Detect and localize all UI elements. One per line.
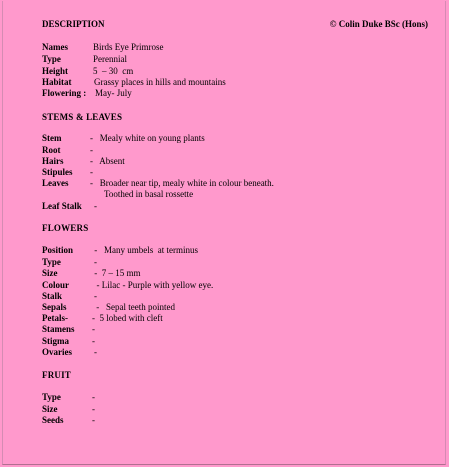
section-title-stems-leaves: STEMS & LEAVES: [42, 112, 123, 122]
field-label: Type: [42, 54, 61, 64]
field-label: Size: [42, 268, 58, 278]
field-label: Leaves: [42, 178, 69, 188]
field-label: Petals-: [42, 313, 68, 323]
field-label: Hairs: [42, 156, 64, 166]
field-value: -: [90, 167, 93, 177]
field-label: Type: [42, 392, 61, 402]
leaves-continuation: Toothed in basal rossette: [104, 189, 194, 199]
field-label: Flowering :: [42, 88, 87, 98]
field-value: -: [94, 347, 97, 357]
field-label: Seeds: [42, 415, 64, 425]
field-value: - 5 lobed with cleft: [92, 313, 163, 323]
field-label: Size: [42, 404, 58, 414]
field-value: -: [92, 404, 95, 414]
field-value: - Lilac - Purple with yellow eye.: [92, 280, 214, 290]
field-label: Habitat: [42, 77, 72, 87]
field-label: Names: [42, 42, 68, 52]
section-title-fruit: FRUIT: [42, 370, 72, 380]
field-value: -: [92, 324, 95, 334]
field-label: Type: [42, 257, 61, 267]
field-value: -: [94, 201, 97, 211]
section-title-flowers: FLOWERS: [42, 223, 89, 233]
field-value: -: [92, 392, 95, 402]
field-value: - Many umbels at terminus: [92, 245, 198, 255]
page-frame: [2, 1, 446, 465]
field-label: Root: [42, 145, 61, 155]
field-value: -: [92, 336, 95, 346]
copyright-notice: © Colin Duke BSc (Hons): [329, 19, 428, 29]
field-label: Stamens: [42, 324, 75, 334]
field-value: Perennial: [93, 54, 127, 64]
field-label: Colour: [42, 280, 69, 290]
field-label: Stipules: [42, 167, 73, 177]
field-value: -: [94, 257, 97, 267]
page-title: DESCRIPTION: [42, 19, 105, 29]
field-value: -: [92, 415, 95, 425]
field-value: - Sepal teeth pointed: [94, 302, 175, 312]
field-label: Stigma: [42, 336, 69, 346]
field-label: Stalk: [42, 291, 63, 301]
field-value: Birds Eye Primrose: [93, 42, 164, 52]
field-label: Stem: [42, 133, 62, 143]
field-value: -: [94, 291, 97, 301]
field-value: 5 – 30 cm: [93, 66, 134, 76]
field-label: Height: [42, 66, 68, 76]
field-value: - Broader near tip, mealy white in colour beneath.: [90, 178, 274, 188]
field-value: Grassy places in hills and mountains: [94, 77, 226, 87]
field-label: Sepals: [42, 302, 67, 312]
field-value: - 7 – 15 mm: [92, 268, 141, 278]
field-label: Ovaries: [42, 347, 72, 357]
field-value: - Absent: [90, 156, 125, 166]
header: [42, 19, 428, 29]
field-seeds: [42, 415, 95, 448]
field-value: - Mealy white on young plants: [90, 133, 205, 143]
field-value: May- July: [95, 88, 132, 98]
field-label: Position: [42, 245, 74, 255]
field-value: -: [90, 145, 93, 155]
field-label: Leaf Stalk: [42, 201, 82, 211]
